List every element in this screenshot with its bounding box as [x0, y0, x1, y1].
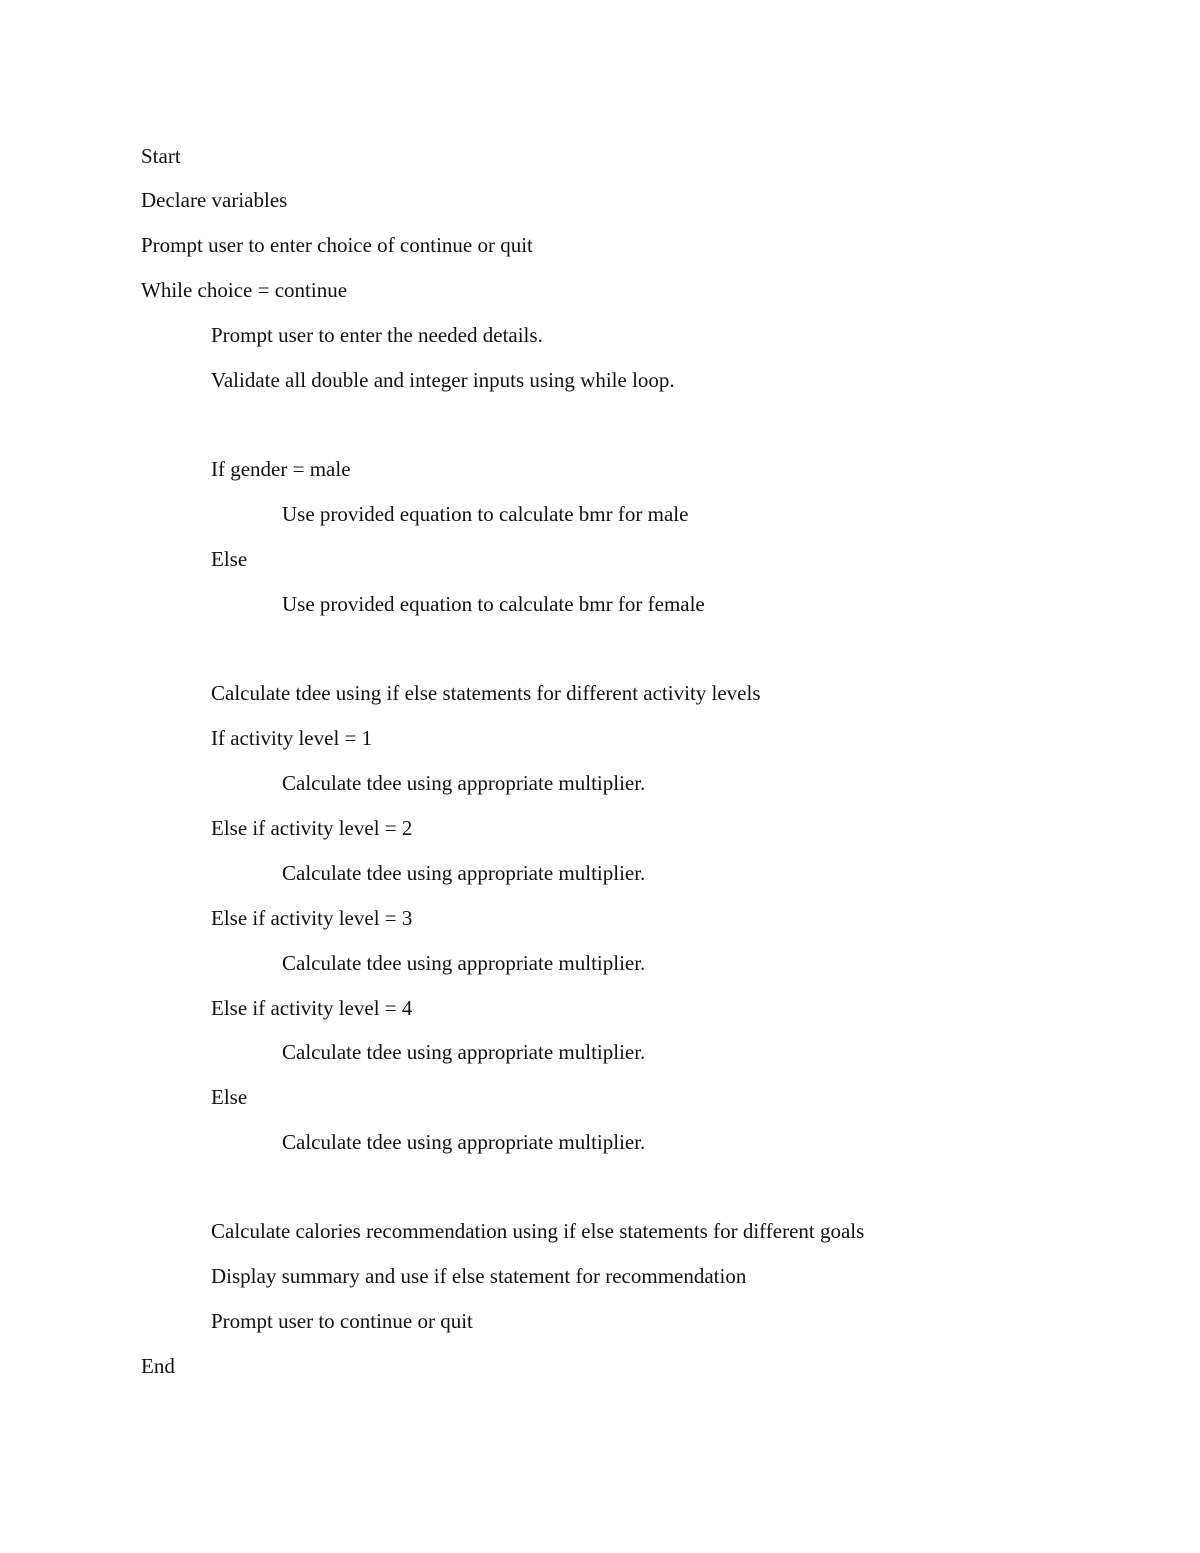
pseudocode-line-if-activity-1: If activity level = 1	[211, 726, 373, 750]
pseudocode-line-if-activity-4: Else if activity level = 4	[211, 996, 413, 1020]
pseudocode-line-bmr-male: Use provided equation to calculate bmr for male	[282, 502, 689, 526]
pseudocode-line-start: Start	[141, 144, 181, 168]
pseudocode-line-tdee-2: Calculate tdee using appropriate multiplier.	[282, 861, 646, 885]
pseudocode-line-prompt-details: Prompt user to enter the needed details.	[211, 323, 543, 347]
pseudocode-line-calories: Calculate calories recommendation using if else statements for different goals	[211, 1219, 865, 1243]
pseudocode-line-display-summary: Display summary and use if else statement for recommendation	[211, 1264, 747, 1288]
pseudocode-line-declare: Declare variables	[141, 188, 288, 212]
pseudocode-line-if-gender: If gender = male	[211, 457, 351, 481]
pseudocode-line-prompt-choice: Prompt user to enter choice of continue or quit	[141, 233, 533, 257]
pseudocode-line-if-activity-2: Else if activity level = 2	[211, 816, 413, 840]
pseudocode-line-while: While choice = continue	[141, 278, 348, 302]
pseudocode-line-calc-tdee: Calculate tdee using if else statements for different activity levels	[211, 681, 761, 705]
pseudocode-line-tdee-1: Calculate tdee using appropriate multiplier.	[282, 771, 646, 795]
pseudocode-line-prompt-continue: Prompt user to continue or quit	[211, 1309, 473, 1333]
pseudocode-line-else-activity: Else	[211, 1085, 248, 1109]
pseudocode-line-if-activity-3: Else if activity level = 3	[211, 906, 413, 930]
pseudocode-line-end: End	[141, 1354, 175, 1378]
pseudocode-line-tdee-3: Calculate tdee using appropriate multiplier.	[282, 951, 646, 975]
pseudocode-line-validate: Validate all double and integer inputs using while loop.	[211, 368, 675, 392]
pseudocode-line-tdee-else: Calculate tdee using appropriate multiplier.	[282, 1130, 646, 1154]
pseudocode-line-else-gender: Else	[211, 547, 248, 571]
pseudocode-line-bmr-female: Use provided equation to calculate bmr for female	[282, 592, 705, 616]
pseudocode-line-tdee-4: Calculate tdee using appropriate multiplier.	[282, 1040, 646, 1064]
